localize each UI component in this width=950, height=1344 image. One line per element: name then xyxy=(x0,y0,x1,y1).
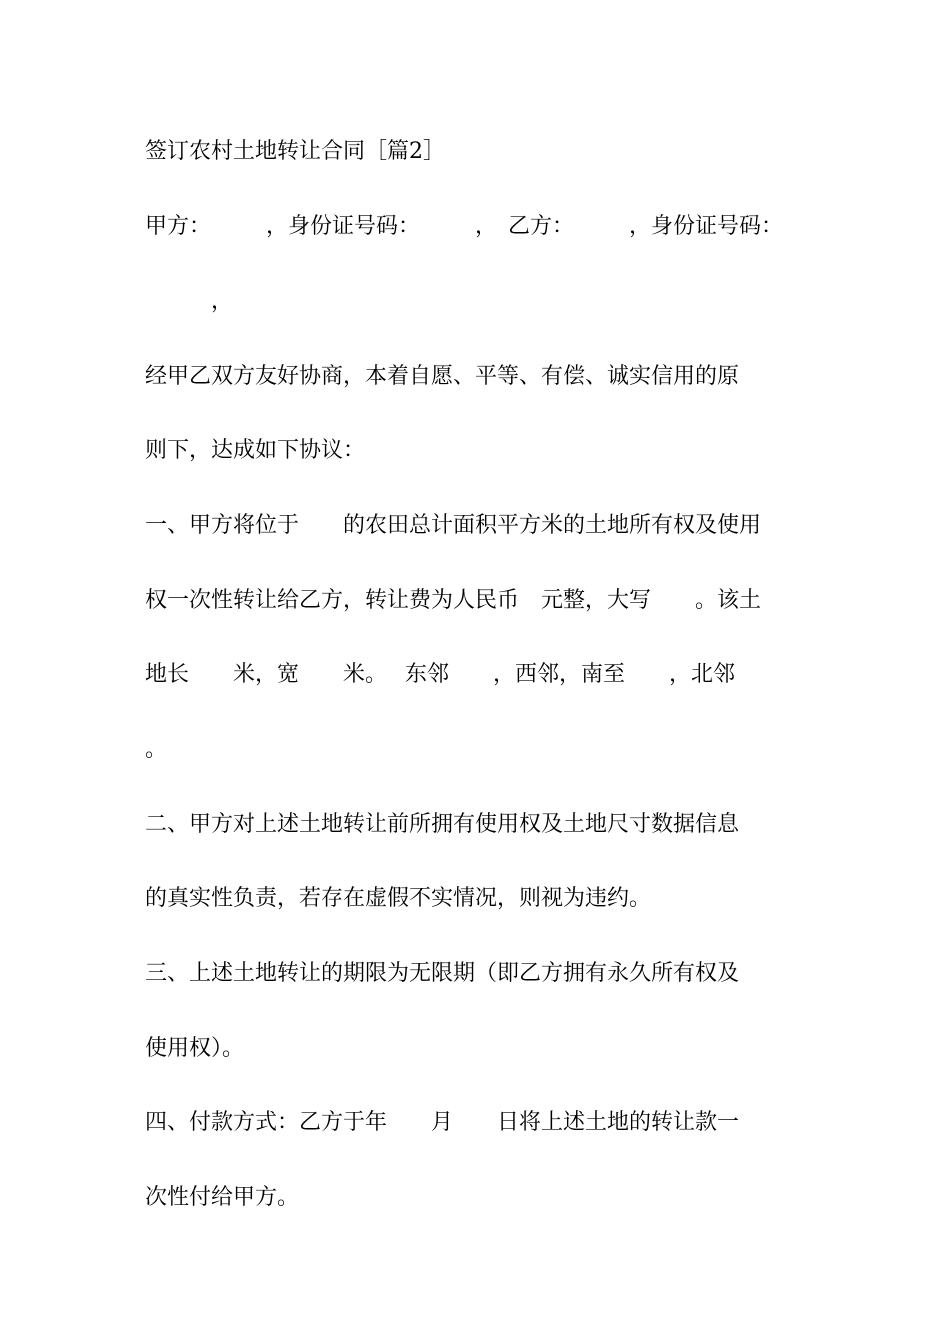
clause-1-line-4: 。 xyxy=(145,737,168,762)
clause-3-line-2: 使用权）。 xyxy=(145,1036,245,1061)
clause-1-line-3: 地长 米，宽 米。 东邻 ，西邻，南至 ，北邻 xyxy=(145,662,735,687)
clause-2-line-2: 的真实性负责，若存在虚假不实情况，则视为违约。 xyxy=(145,886,652,911)
party-info-continuation: ， xyxy=(145,289,234,314)
clause-4-line-1: 四、付款方式：乙方于年 月 日将上述土地的转让款一 xyxy=(145,1110,740,1135)
clause-3-line-1: 三、上述土地转让的期限为无限期（即乙方拥有永久所有权及 xyxy=(145,961,740,986)
clause-2-line-1: 二、甲方对上述土地转让前所拥有使用权及土地尺寸数据信息 xyxy=(145,812,740,837)
clause-4-line-2: 次性付给甲方。 xyxy=(145,1185,300,1210)
clause-1-line-2: 权一次性转让给乙方，转让费为人民币 元整，大写 。该土 xyxy=(145,588,762,613)
clause-1-line-1: 一、甲方将位于 的农田总计面积平方米的土地所有权及使用 xyxy=(145,513,762,538)
document-title: 签订农村土地转让合同［篇2］ xyxy=(145,139,445,164)
preamble-line-1: 经甲乙双方友好协商，本着自愿、平等、有偿、诚实信用的原 xyxy=(145,364,740,389)
party-info-line: 甲方： ，身份证号码： ， 乙方： ，身份证号码： xyxy=(145,214,784,239)
preamble-line-2: 则下，达成如下协议： xyxy=(145,438,366,463)
